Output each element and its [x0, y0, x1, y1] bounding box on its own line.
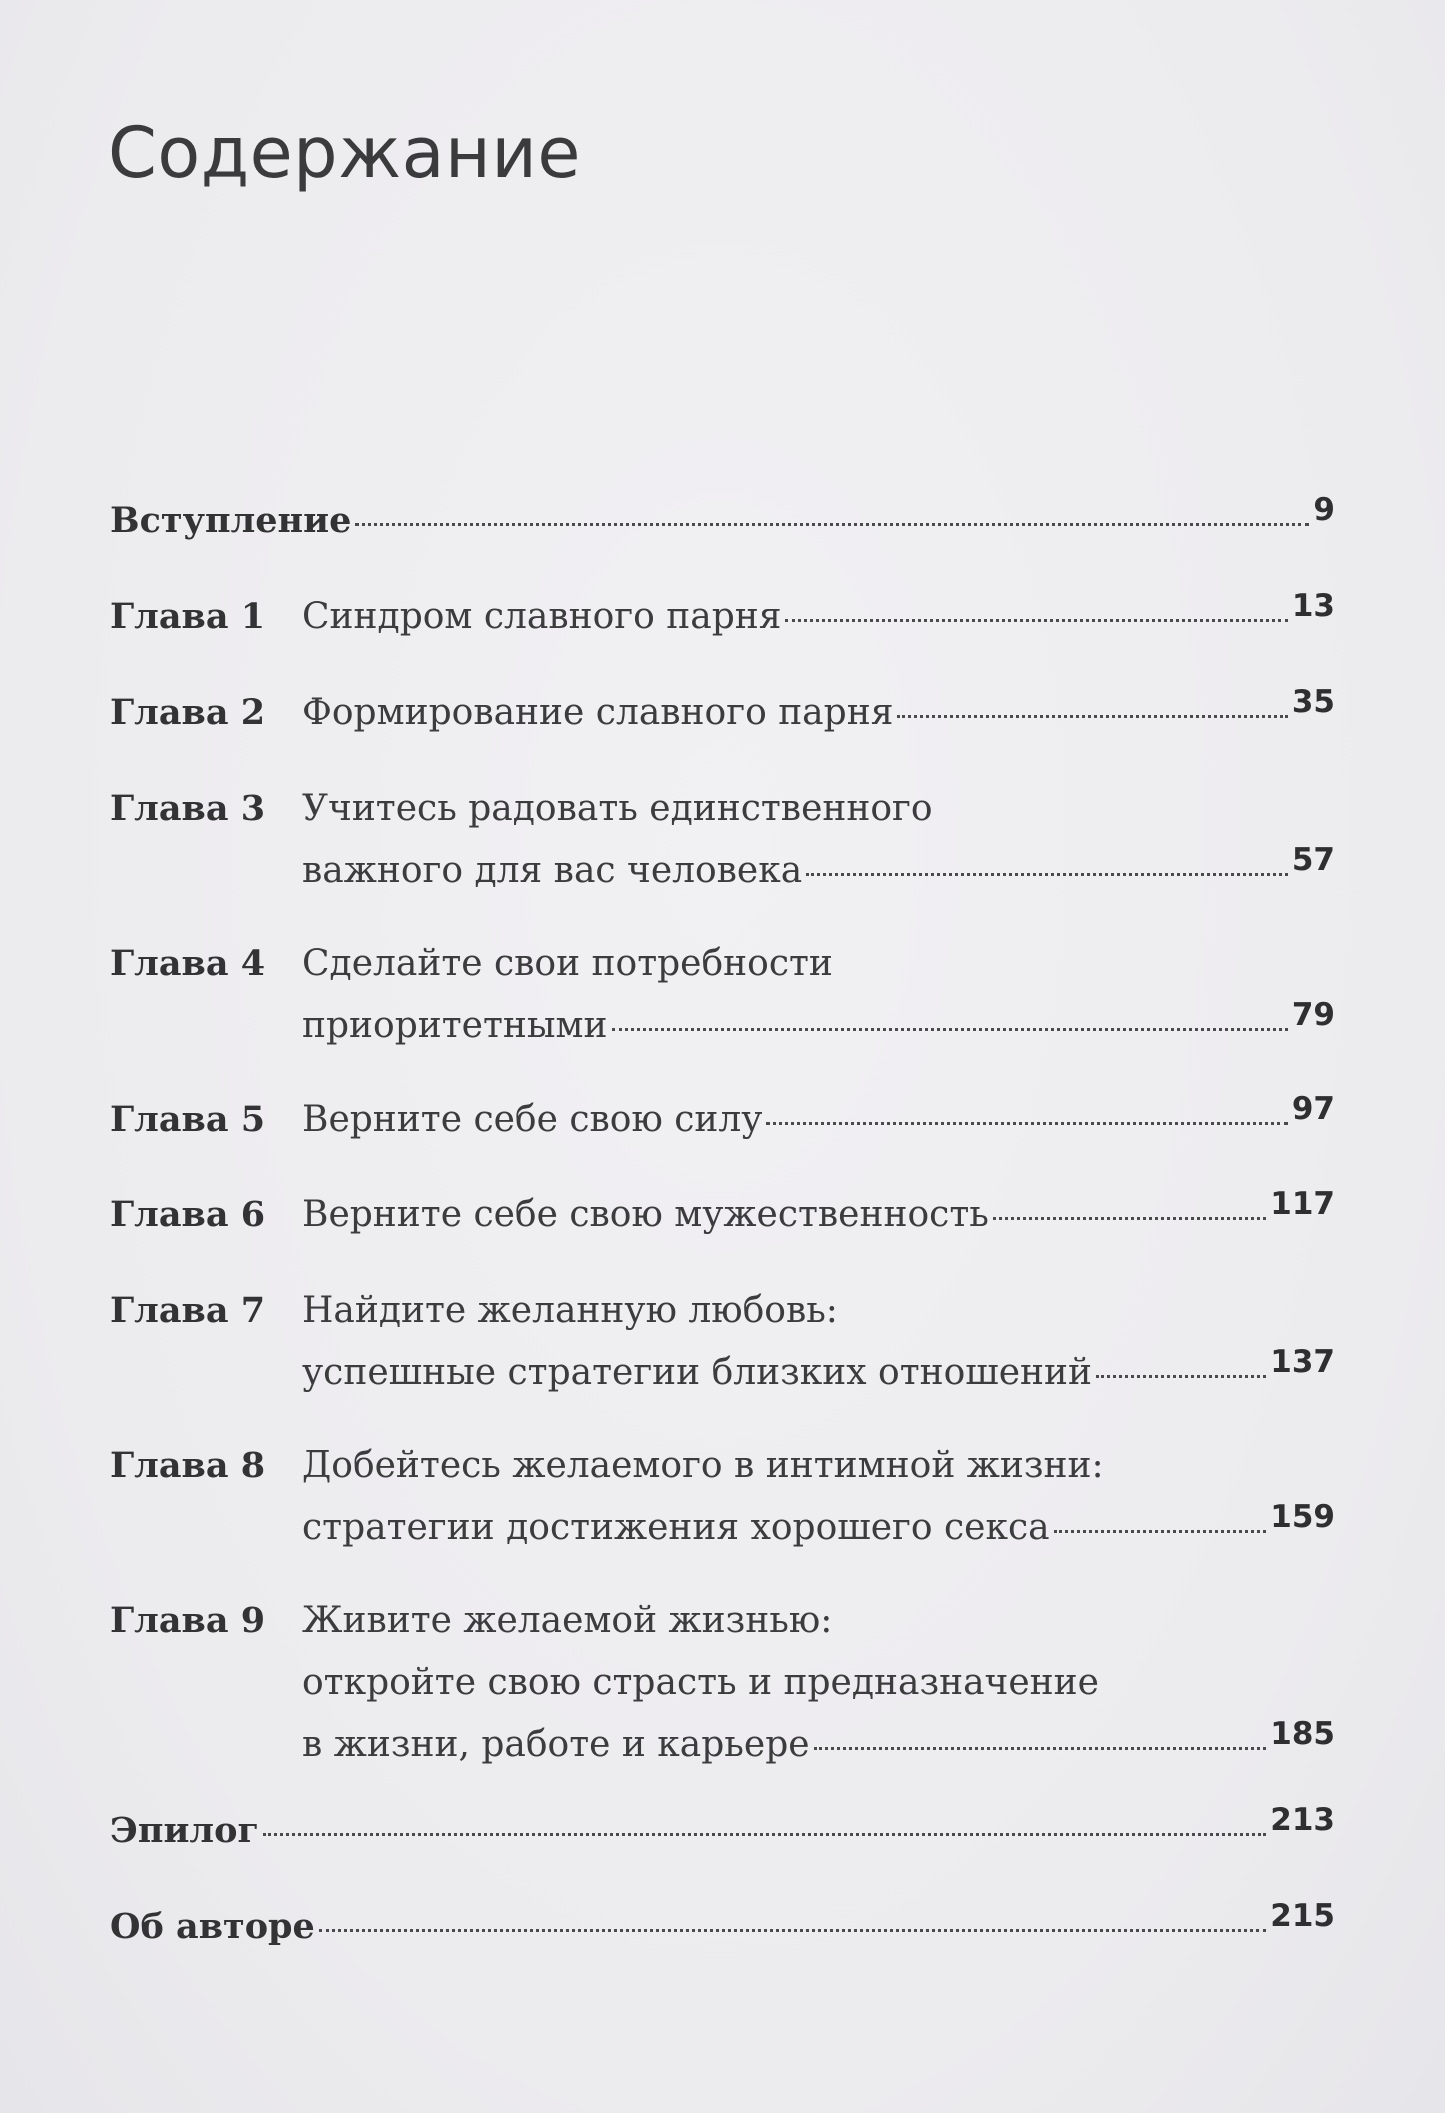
entry-title — [110, 1802, 1335, 1872]
entry-title-line — [302, 1091, 1335, 1161]
entry-title-text: Синдром славного парня — [302, 596, 782, 637]
entry-title-line — [110, 1802, 1335, 1872]
entry-title-text: Учитесь радовать единственного — [302, 788, 933, 829]
chapter-label: Глава 4 — [110, 943, 266, 984]
chapter-label: Глава 7 — [110, 1290, 266, 1331]
page-number: 13 — [1291, 588, 1335, 624]
page-number: 97 — [1291, 1091, 1335, 1127]
entry-title-text: стратегии достижения хорошего секса — [302, 1507, 1050, 1548]
entry-title-line — [302, 1662, 1335, 1724]
entry-title — [302, 788, 1335, 912]
entry-title — [110, 492, 1335, 562]
chapter-label: Глава 2 — [110, 692, 266, 733]
entry-title — [302, 1600, 1335, 1786]
page-title: Содержание — [108, 112, 581, 194]
entry-title-text: Вступление — [110, 500, 352, 541]
entry-title — [302, 943, 1335, 1067]
entry-title-line — [302, 842, 1335, 912]
chapter-label: Глава 3 — [110, 788, 266, 829]
chapter-label: Глава 6 — [110, 1194, 266, 1235]
entry-title-text: важного для вас человека — [302, 850, 803, 891]
page-number: 79 — [1291, 997, 1335, 1033]
dot-leader — [612, 1028, 1288, 1031]
entry-title-line — [302, 588, 1335, 658]
entry-title-text: Живите желаемой жизнью: — [302, 1600, 833, 1641]
entry-title-text: Эпилог — [110, 1810, 259, 1851]
page-number: 35 — [1291, 684, 1335, 720]
dot-leader — [806, 873, 1288, 876]
entry-title — [110, 1898, 1335, 1968]
page-number: 213 — [1270, 1802, 1335, 1838]
entry-title-line — [302, 684, 1335, 754]
entry-title-text: откройте свою страсть и предназначение — [302, 1662, 1099, 1703]
dot-leader — [355, 523, 1309, 526]
entry-title-text: Верните себе свою силу — [302, 1099, 763, 1140]
dot-leader — [785, 619, 1287, 622]
chapter-label: Глава 9 — [110, 1600, 266, 1641]
dot-leader — [993, 1217, 1266, 1220]
entry-title-text: Верните себе свою мужественность — [302, 1194, 989, 1235]
entry-title-text: Добейтесь желаемого в интимной жизни: — [302, 1445, 1104, 1486]
entry-title-text: приоритетными — [302, 1005, 608, 1046]
entry-title-line — [302, 1445, 1335, 1507]
dot-leader — [319, 1929, 1266, 1932]
page-number: 57 — [1291, 842, 1335, 878]
entry-title-text: успешные стратегии близких отношений — [302, 1352, 1093, 1393]
entry-title-line — [302, 788, 1335, 850]
chapter-label: Глава 5 — [110, 1099, 266, 1140]
entry-title — [302, 1290, 1335, 1414]
entry-title-line — [302, 943, 1335, 1005]
page-number: 9 — [1313, 492, 1335, 528]
dot-leader — [814, 1747, 1267, 1750]
page-number: 185 — [1270, 1716, 1335, 1752]
entry-title-line — [302, 1344, 1335, 1414]
entry-title-text: в жизни, работе и карьере — [302, 1724, 810, 1765]
entry-title-line — [302, 1290, 1335, 1352]
entry-title — [302, 1186, 1335, 1256]
entry-title-line — [110, 1898, 1335, 1968]
page-number: 159 — [1270, 1499, 1335, 1535]
entry-title-line — [302, 1499, 1335, 1569]
entry-title — [302, 1091, 1335, 1161]
dot-leader — [897, 715, 1287, 718]
entry-title-line — [302, 1716, 1335, 1786]
entry-title-text: Найдите желанную любовь: — [302, 1290, 838, 1331]
chapter-label: Глава 8 — [110, 1445, 266, 1486]
entry-title-line — [110, 492, 1335, 562]
chapter-label: Глава 1 — [110, 596, 266, 637]
page-number: 117 — [1270, 1186, 1335, 1222]
dot-leader — [766, 1122, 1287, 1125]
entry-title-text: Сделайте свои потребности — [302, 943, 833, 984]
entry-title-text: Формирование славного парня — [302, 692, 894, 733]
entry-title-line — [302, 1186, 1335, 1256]
entry-title — [302, 1445, 1335, 1569]
entry-title — [302, 588, 1335, 658]
entry-title-text: Об авторе — [110, 1906, 315, 1947]
entry-title — [302, 684, 1335, 754]
entry-title-line — [302, 997, 1335, 1067]
entry-title-line — [302, 1600, 1335, 1662]
page-number: 137 — [1270, 1344, 1335, 1380]
page-number: 215 — [1270, 1898, 1335, 1934]
dot-leader — [1054, 1530, 1267, 1533]
dot-leader — [1096, 1375, 1266, 1378]
dot-leader — [263, 1833, 1266, 1836]
